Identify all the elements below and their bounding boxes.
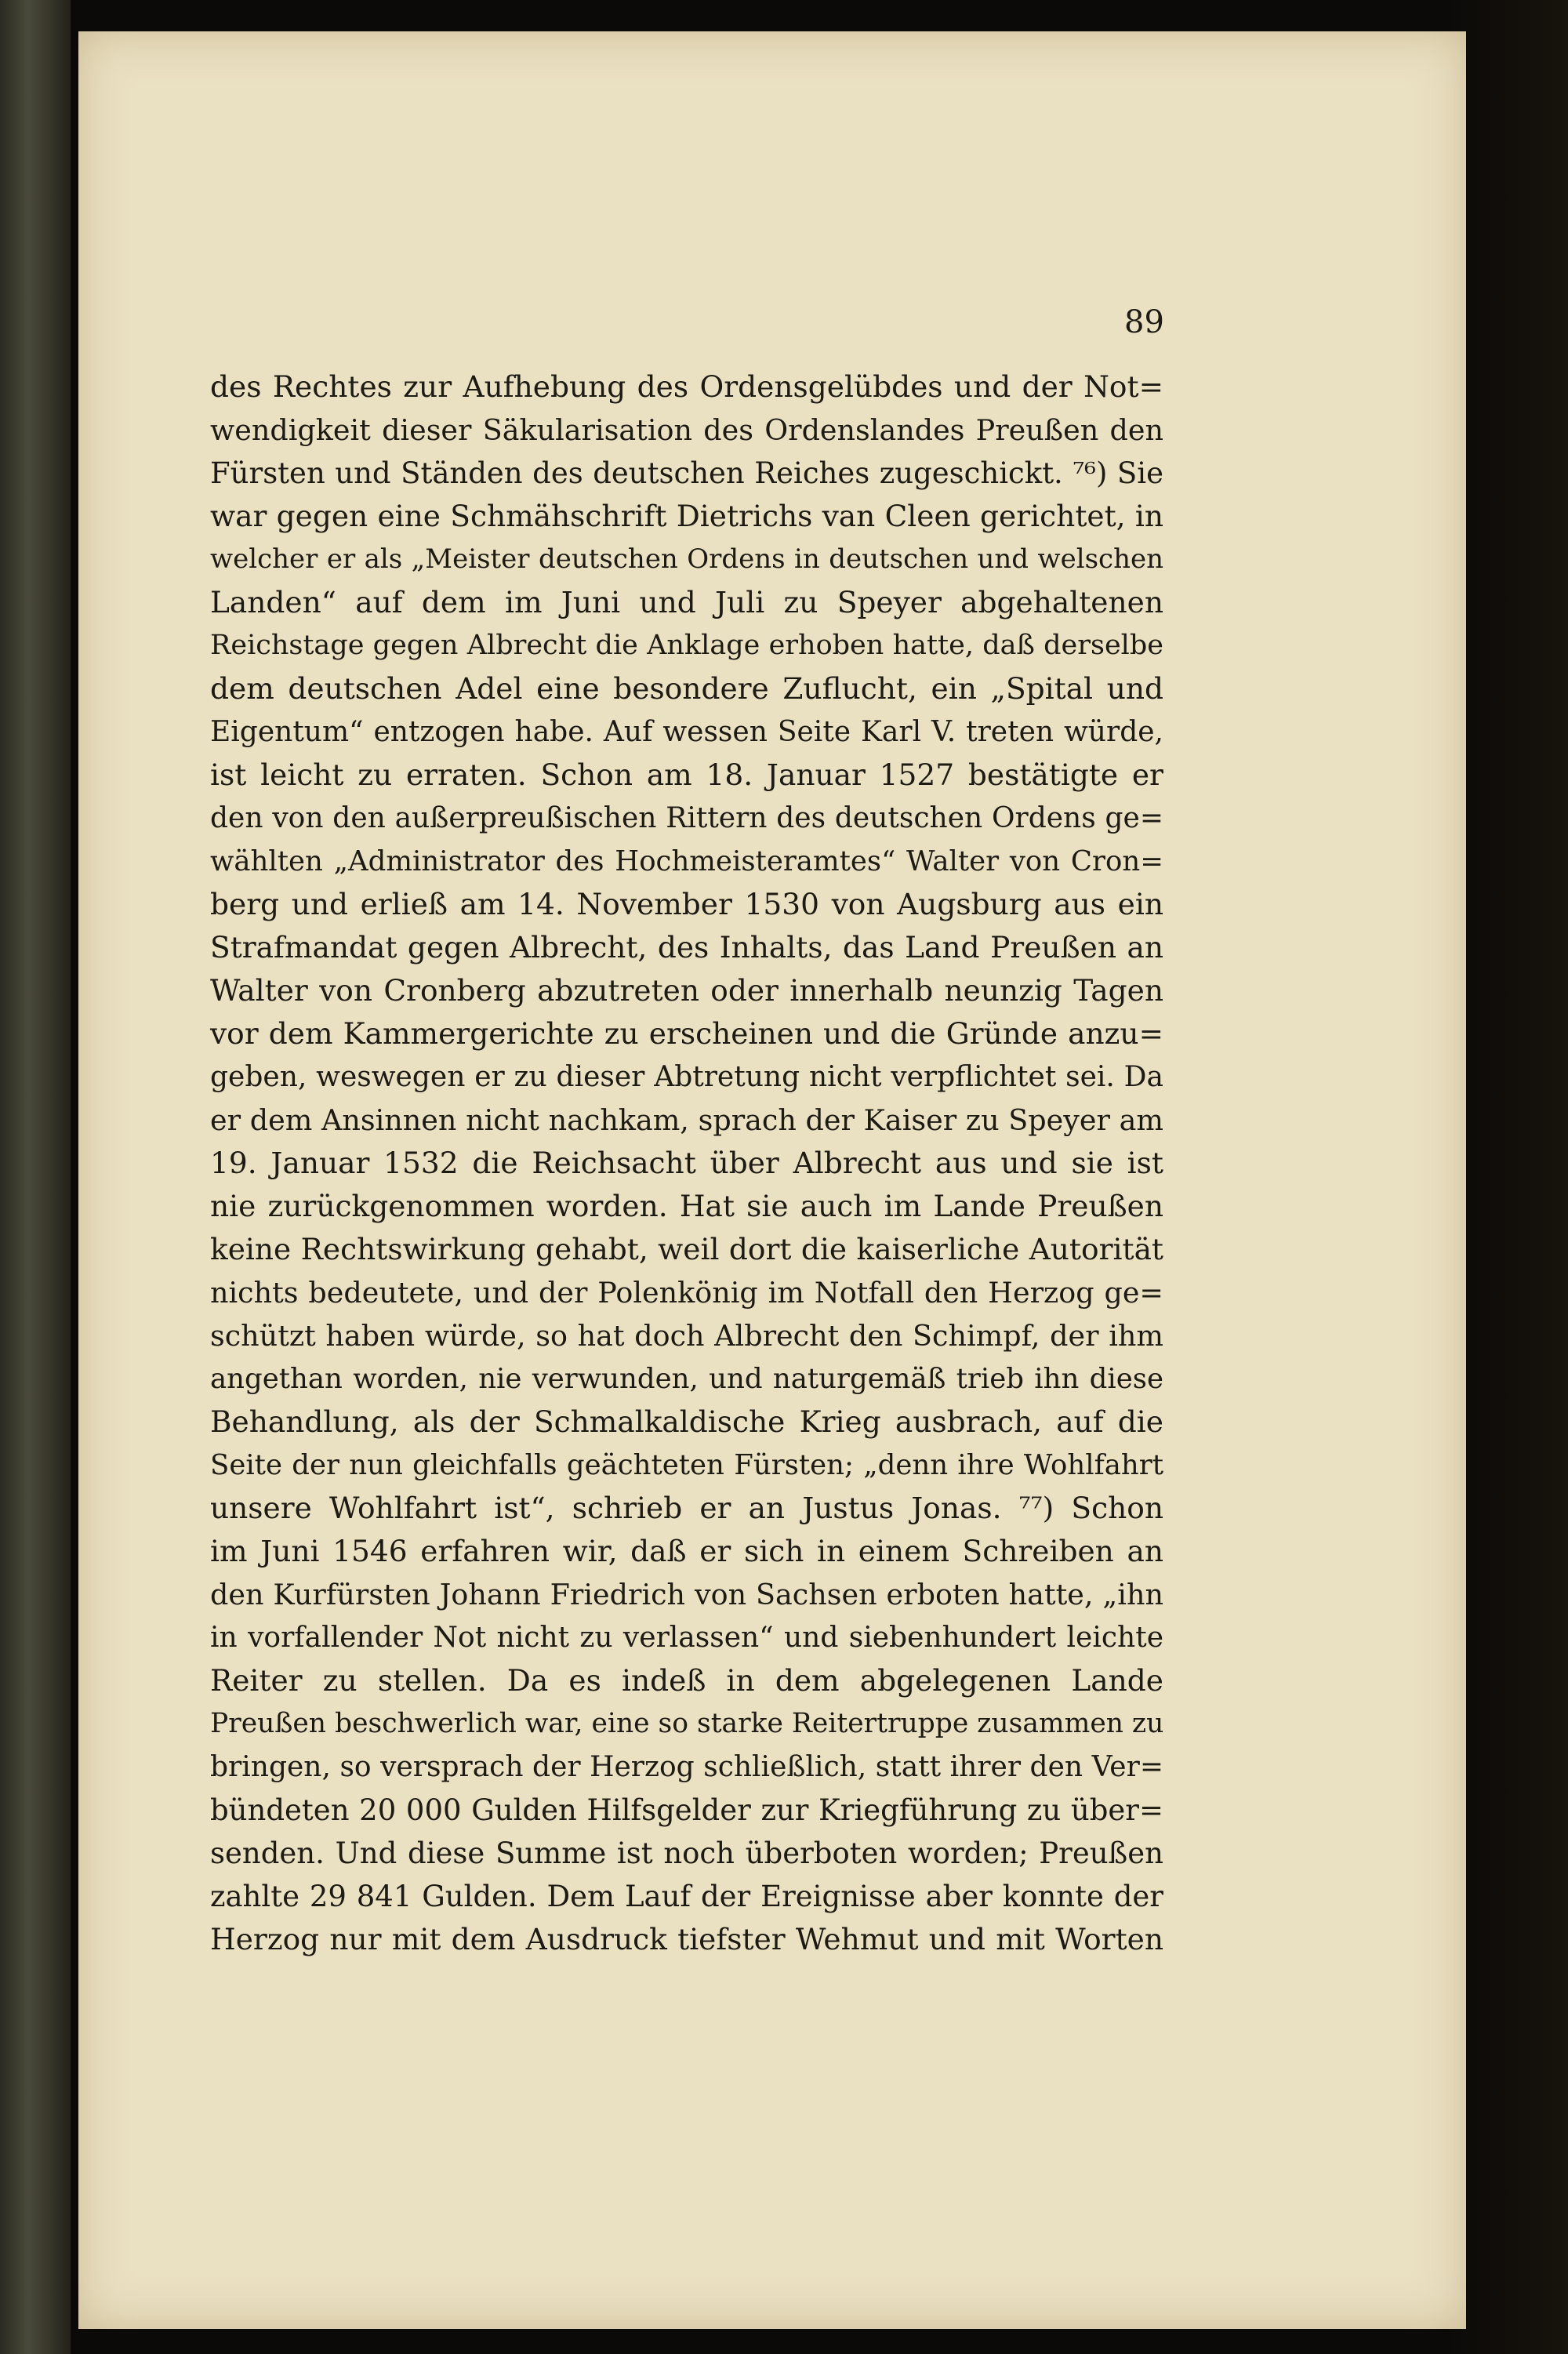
text-line: Landen“ auf dem im Juni und Juli zu Speyer abgehaltenen: [210, 585, 1163, 619]
text-line: im Juni 1546 erfahren wir, daß er sich in einem Schreiben an: [210, 1534, 1163, 1568]
book-gutter: [0, 0, 71, 2354]
text-line: Strafmandat gegen Albrecht, des Inhalts, das Land Preußen an: [210, 930, 1163, 964]
text-line: wählten „Administrator des Hochmeisteramtes“ Walter von Cron=: [210, 845, 1163, 877]
text-line: zahlte 29 841 Gulden. Dem Lauf der Ereignisse aber konnte der: [210, 1880, 1163, 1913]
text-line: des Rechtes zur Aufhebung des Ordensgelübdes und der Not=: [210, 369, 1163, 404]
text-line: bringen, so versprach der Herzog schließlich, statt ihrer den Ver=: [210, 1751, 1163, 1783]
text-line: Reiter zu stellen. Da es indeß in dem abgelegenen Lande: [210, 1663, 1163, 1698]
text-line: wendigkeit dieser Säkularisation des Ordenslandes Preußen den: [210, 413, 1163, 447]
text-line: berg und erließ am 14. November 1530 von Augsburg aus ein: [210, 887, 1163, 921]
text-line: Reichstage gegen Albrecht die Anklage erhoben hatte, daß derselbe: [210, 630, 1163, 661]
text-line: Seite der nun gleichfalls geächteten Fürsten; „denn ihre Wohlfahrt: [210, 1449, 1163, 1481]
page-number: 89: [1124, 304, 1164, 340]
text-line: dem deutschen Adel eine besondere Zuflucht, ein „Spital und: [210, 671, 1163, 706]
text-line: Preußen beschwerlich war, eine so starke Reitertruppe zusammen zu: [210, 1708, 1164, 1739]
text-line: unsere Wohlfahrt ist“, schrieb er an Justus Jonas. ⁷⁷) Schon: [210, 1491, 1163, 1525]
text-line: geben, weswegen er zu dieser Abtretung nicht verpflichtet sei. Da: [210, 1061, 1163, 1093]
text-line: ist leicht zu erraten. Schon am 18. Januar 1527 bestätigte er: [210, 757, 1163, 792]
text-line: schützt haben würde, so hat doch Albrecht den Schimpf, der ihm: [210, 1319, 1163, 1353]
text-line: angethan worden, nie verwunden, und naturgemäß trieb ihn diese: [210, 1363, 1163, 1395]
text-line: keine Rechtswirkung gehabt, weil dort die kaiserliche Autorität: [210, 1232, 1163, 1266]
text-line: war gegen eine Schmähschrift Dietrichs van Cleen gerichtet, in: [210, 499, 1163, 533]
text-line: nichts bedeutete, und der Polenkönig im Notfall den Herzog ge=: [210, 1276, 1163, 1310]
text-line: Behandlung, als der Schmalkaldische Krieg ausbrach, auf die: [210, 1404, 1163, 1439]
text-line: 19. Januar 1532 die Reichsacht über Albrecht aus und sie ist: [210, 1146, 1163, 1180]
text-line: Herzog nur mit dem Ausdruck tiefster Wehmut und mit Worten: [210, 1922, 1163, 1956]
text-line: Walter von Cronberg abzutreten oder innerhalb neunzig Tagen: [210, 973, 1163, 1008]
text-line: Eigentum“ entzogen habe. Auf wessen Seite Karl V. treten würde,: [210, 716, 1163, 748]
text-line: welcher er als „Meister deutschen Ordens in deutschen und welschen: [210, 543, 1163, 575]
text-line: bündeten 20 000 Gulden Hilfsgelder zur Kriegführung zu über=: [210, 1793, 1163, 1827]
page-body-text: [210, 365, 1163, 1961]
text-line: vor dem Kammergerichte zu erscheinen und die Gründe anzu=: [210, 1016, 1163, 1051]
text-line: in vorfallender Not nicht zu verlassen“ und siebenhundert leichte: [210, 1622, 1163, 1654]
text-line: den von den außerpreußischen Rittern des deutschen Ordens ge=: [210, 802, 1163, 834]
text-line: nie zurückgenommen worden. Hat sie auch im Lande Preußen: [210, 1189, 1163, 1223]
text-line: den Kurfürsten Johann Friedrich von Sachsen erboten hatte, „ihn: [210, 1578, 1163, 1611]
text-line: er dem Ansinnen nicht nachkam, sprach der Kaiser zu Speyer am: [210, 1103, 1163, 1137]
text-line: Fürsten und Ständen des deutschen Reiches zugeschickt. ⁷⁶) Sie: [210, 456, 1163, 490]
text-line: senden. Und diese Summe ist noch überboten worden; Preußen: [210, 1836, 1163, 1870]
